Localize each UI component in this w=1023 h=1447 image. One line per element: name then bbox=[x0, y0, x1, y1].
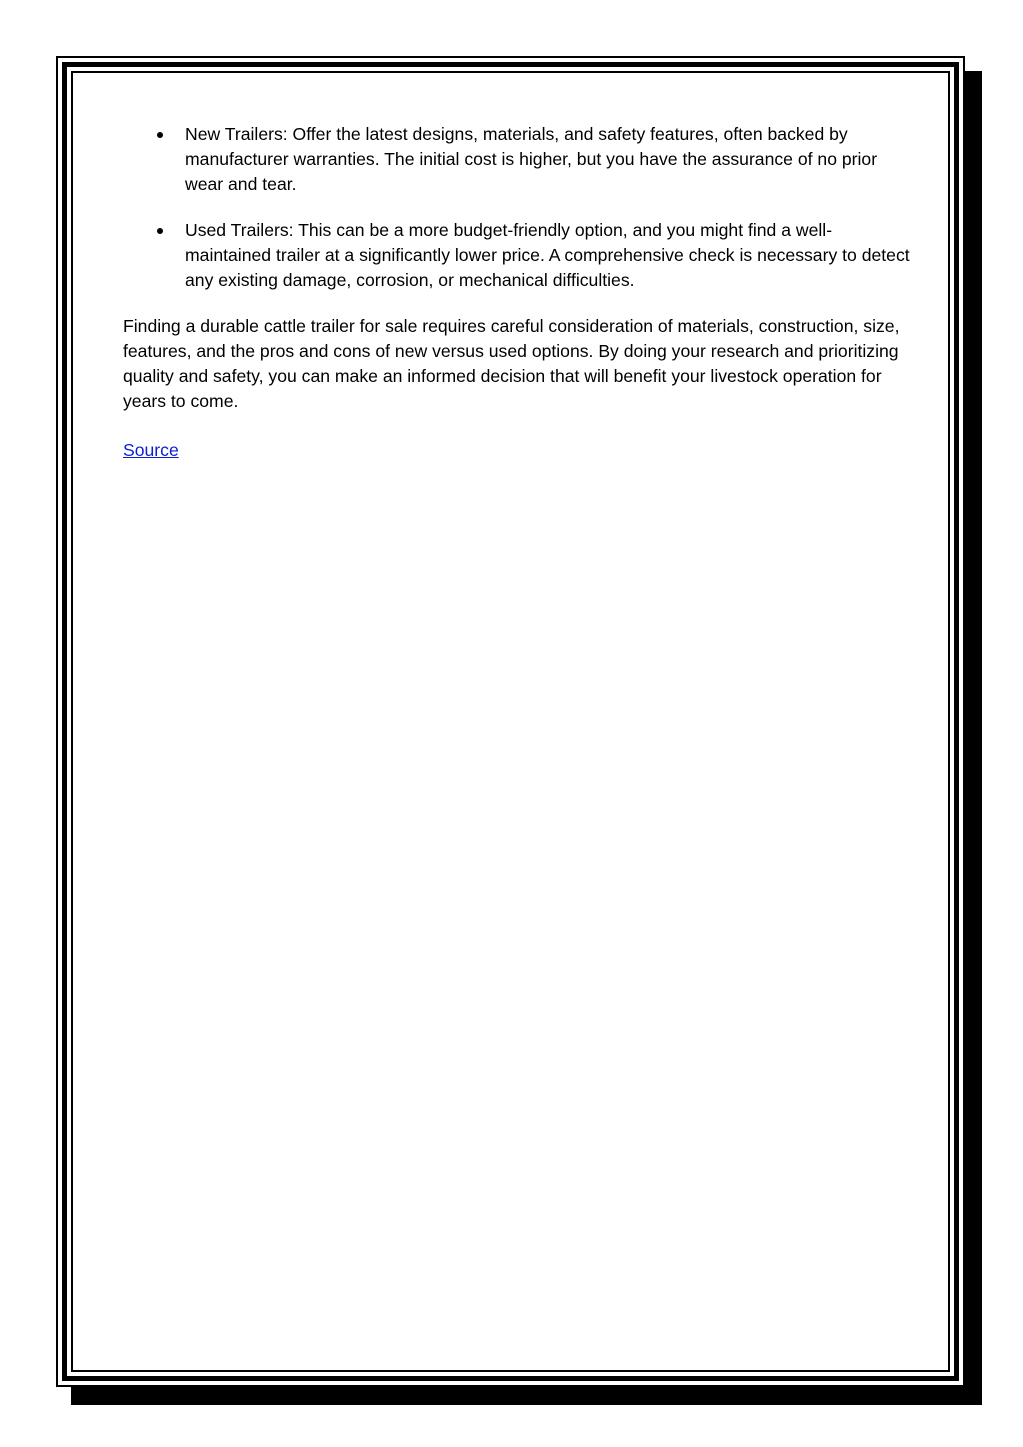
list-item bbox=[123, 122, 913, 197]
bullet-text: New Trailers: Offer the latest designs, materials, and safety features, often backed by manufacturer warranties. The initial cost is higher, but you have the assurance of no prior wear and tear. bbox=[185, 124, 878, 194]
list-item bbox=[123, 218, 913, 293]
document-body bbox=[123, 122, 913, 463]
trailer-options-list bbox=[123, 122, 913, 293]
source-link[interactable]: Source bbox=[123, 440, 179, 460]
bullet-icon bbox=[157, 132, 163, 138]
bullet-text: Used Trailers: This can be a more budget-friendly option, and you might find a well-maintained trailer at a significantly lower price. A comprehensive check is necessary to detect any existing damage, corrosion, or mechanical difficulties. bbox=[185, 220, 910, 290]
conclusion-paragraph: Finding a durable cattle trailer for sale requires careful consideration of materials, construction, size, features, and the pros and cons of new versus used options. By doing your research and prioritizing quality and safety, you can make an informed decision that will benefit your livestock operation for years to come. bbox=[123, 316, 900, 411]
bullet-icon bbox=[157, 228, 163, 234]
